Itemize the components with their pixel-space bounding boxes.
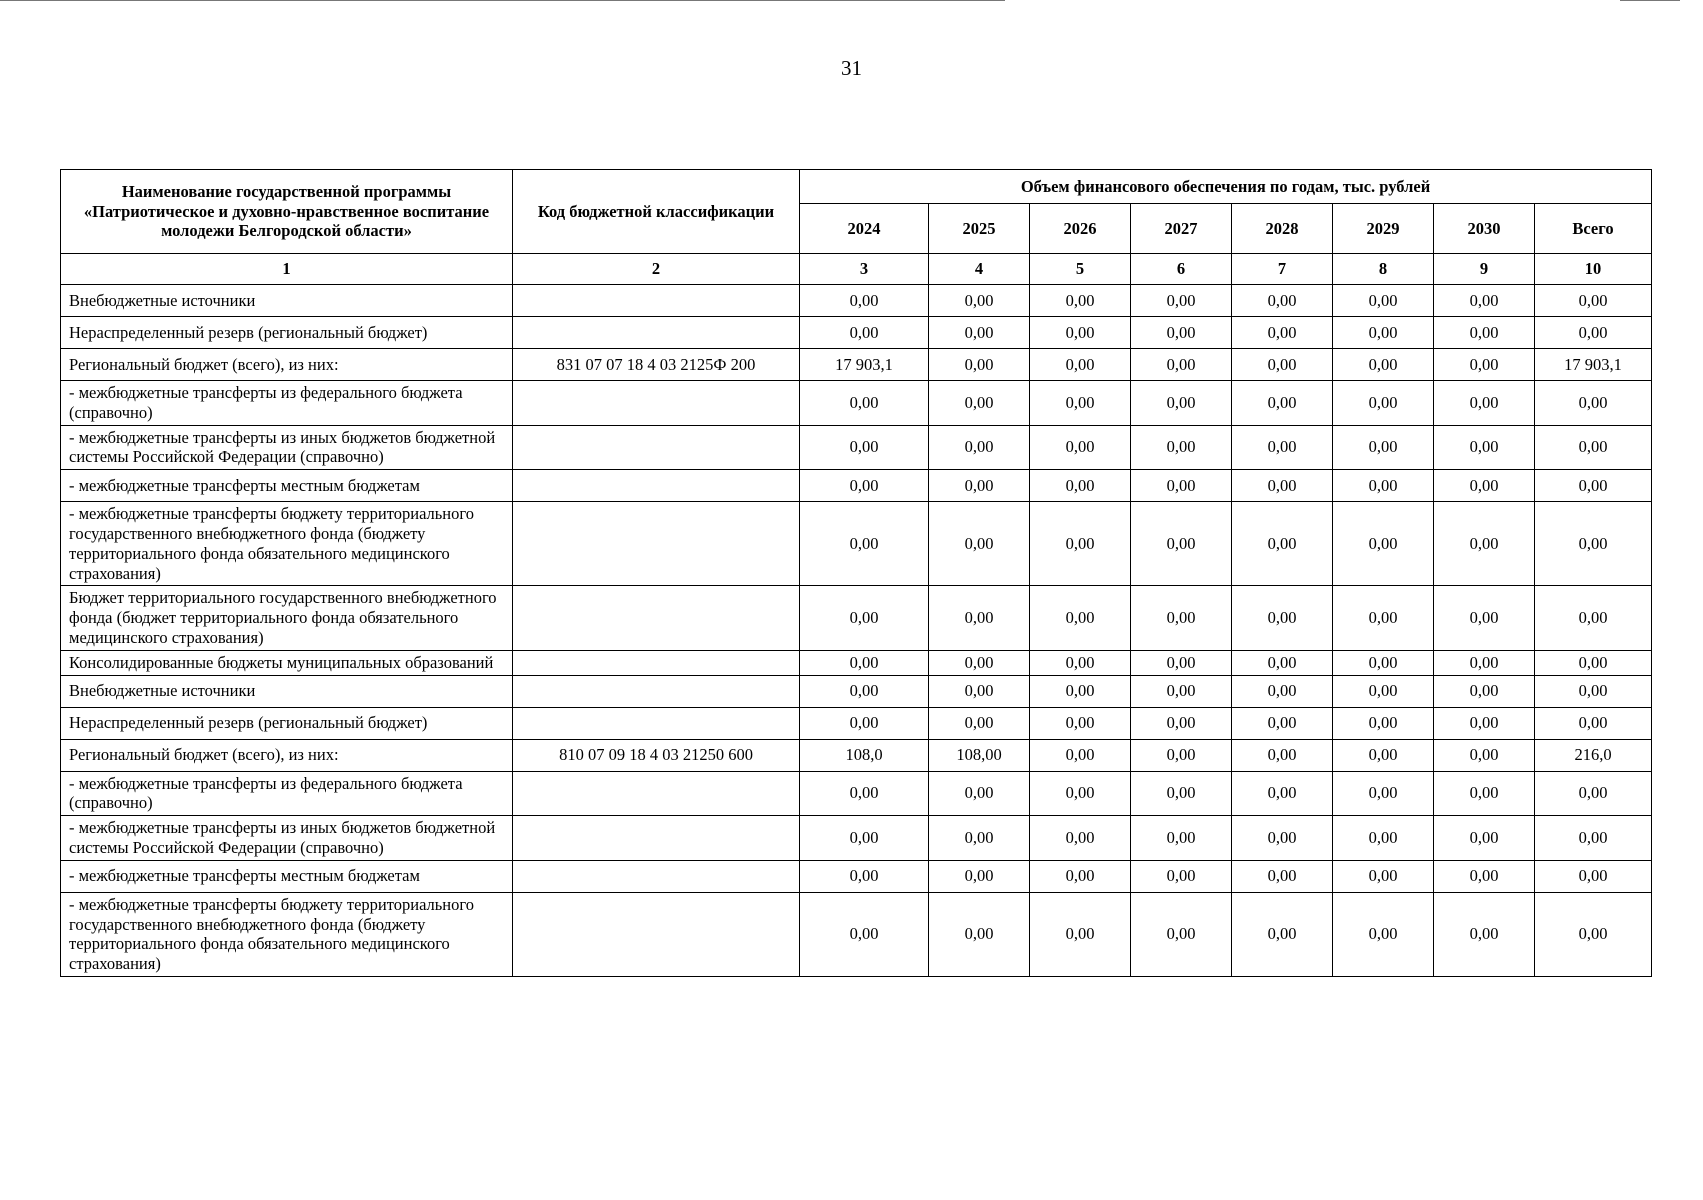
column-number: 4 bbox=[929, 254, 1030, 285]
row-year-value: 0,00 bbox=[1232, 502, 1333, 586]
row-year-value: 0,00 bbox=[800, 650, 929, 675]
row-year-value: 0,00 bbox=[1232, 650, 1333, 675]
row-name: Внебюджетные источники bbox=[61, 285, 513, 317]
row-total-value: 0,00 bbox=[1535, 285, 1652, 317]
row-name: Нераспределенный резерв (региональный бюджет) bbox=[61, 317, 513, 349]
row-year-value: 0,00 bbox=[929, 586, 1030, 650]
row-year-value: 0,00 bbox=[1232, 707, 1333, 739]
row-budget-code bbox=[513, 470, 800, 502]
header-program-name: Наименование государственной программы «Патриотическое и духовно-нравственное воспитание молодежи Белгородской области» bbox=[61, 170, 513, 254]
header-year: 2030 bbox=[1434, 204, 1535, 254]
row-year-value: 108,0 bbox=[800, 739, 929, 771]
row-year-value: 0,00 bbox=[1434, 675, 1535, 707]
row-year-value: 0,00 bbox=[929, 816, 1030, 861]
row-year-value: 0,00 bbox=[1030, 675, 1131, 707]
row-year-value: 0,00 bbox=[1333, 502, 1434, 586]
row-name: Нераспределенный резерв (региональный бюджет) bbox=[61, 707, 513, 739]
column-number: 7 bbox=[1232, 254, 1333, 285]
row-year-value: 0,00 bbox=[1131, 285, 1232, 317]
row-year-value: 0,00 bbox=[1232, 349, 1333, 381]
row-year-value: 0,00 bbox=[1030, 739, 1131, 771]
row-total-value: 0,00 bbox=[1535, 771, 1652, 816]
row-name: - межбюджетные трансферты бюджету территориального государственного внебюджетного фонда (бюджету территориального фонда обязательного медицинского страхования) bbox=[61, 502, 513, 586]
row-name: Бюджет территориального государственного внебюджетного фонда (бюджет территориального фонда обязательного медицинского страхования) bbox=[61, 586, 513, 650]
row-name: Внебюджетные источники bbox=[61, 675, 513, 707]
row-budget-code bbox=[513, 425, 800, 470]
row-year-value: 0,00 bbox=[1232, 470, 1333, 502]
table-row bbox=[61, 739, 1652, 771]
row-year-value: 0,00 bbox=[1131, 317, 1232, 349]
column-number: 5 bbox=[1030, 254, 1131, 285]
row-year-value: 0,00 bbox=[1030, 425, 1131, 470]
row-year-value: 0,00 bbox=[1434, 285, 1535, 317]
column-number: 10 bbox=[1535, 254, 1652, 285]
row-year-value: 0,00 bbox=[800, 317, 929, 349]
row-year-value: 0,00 bbox=[1131, 650, 1232, 675]
row-year-value: 17 903,1 bbox=[800, 349, 929, 381]
row-year-value: 0,00 bbox=[1131, 675, 1232, 707]
row-year-value: 0,00 bbox=[800, 285, 929, 317]
row-year-value: 0,00 bbox=[929, 860, 1030, 892]
top-edge-rule bbox=[0, 0, 1005, 1]
header-year: 2027 bbox=[1131, 204, 1232, 254]
row-total-value: 0,00 bbox=[1535, 650, 1652, 675]
table-row bbox=[61, 650, 1652, 675]
row-year-value: 0,00 bbox=[1333, 771, 1434, 816]
table-row bbox=[61, 860, 1652, 892]
row-year-value: 0,00 bbox=[1333, 317, 1434, 349]
row-year-value: 0,00 bbox=[800, 816, 929, 861]
row-year-value: 0,00 bbox=[1333, 381, 1434, 426]
header-budget-code: Код бюджетной классификации bbox=[513, 170, 800, 254]
row-year-value: 0,00 bbox=[1333, 739, 1434, 771]
row-year-value: 0,00 bbox=[1434, 502, 1535, 586]
header-year: 2026 bbox=[1030, 204, 1131, 254]
row-budget-code: 831 07 07 18 4 03 2125Ф 200 bbox=[513, 349, 800, 381]
row-year-value: 0,00 bbox=[1333, 675, 1434, 707]
row-year-value: 0,00 bbox=[1131, 816, 1232, 861]
row-budget-code bbox=[513, 771, 800, 816]
row-year-value: 0,00 bbox=[1232, 285, 1333, 317]
row-year-value: 0,00 bbox=[1030, 707, 1131, 739]
row-total-value: 0,00 bbox=[1535, 502, 1652, 586]
row-year-value: 0,00 bbox=[1333, 707, 1434, 739]
row-budget-code bbox=[513, 892, 800, 976]
row-year-value: 0,00 bbox=[1030, 892, 1131, 976]
row-name: - межбюджетные трансферты местным бюджетам bbox=[61, 470, 513, 502]
table-row bbox=[61, 771, 1652, 816]
column-number: 2 bbox=[513, 254, 800, 285]
row-year-value: 0,00 bbox=[1232, 675, 1333, 707]
column-number: 6 bbox=[1131, 254, 1232, 285]
table-row bbox=[61, 317, 1652, 349]
row-year-value: 0,00 bbox=[929, 707, 1030, 739]
row-year-value: 0,00 bbox=[929, 349, 1030, 381]
row-year-value: 0,00 bbox=[1030, 470, 1131, 502]
row-year-value: 0,00 bbox=[1131, 771, 1232, 816]
row-total-value: 216,0 bbox=[1535, 739, 1652, 771]
row-name: - межбюджетные трансферты из федерального бюджета (справочно) bbox=[61, 381, 513, 426]
row-total-value: 17 903,1 bbox=[1535, 349, 1652, 381]
table-row bbox=[61, 349, 1652, 381]
column-number: 8 bbox=[1333, 254, 1434, 285]
row-total-value: 0,00 bbox=[1535, 470, 1652, 502]
table-row bbox=[61, 425, 1652, 470]
row-total-value: 0,00 bbox=[1535, 586, 1652, 650]
row-name: Консолидированные бюджеты муниципальных образований bbox=[61, 650, 513, 675]
table-row bbox=[61, 892, 1652, 976]
row-year-value: 0,00 bbox=[1131, 349, 1232, 381]
row-year-value: 0,00 bbox=[1333, 586, 1434, 650]
row-total-value: 0,00 bbox=[1535, 675, 1652, 707]
row-total-value: 0,00 bbox=[1535, 816, 1652, 861]
financing-table bbox=[60, 169, 1652, 977]
row-year-value: 0,00 bbox=[1232, 892, 1333, 976]
row-year-value: 0,00 bbox=[1131, 502, 1232, 586]
row-year-value: 0,00 bbox=[1232, 586, 1333, 650]
table-row bbox=[61, 502, 1652, 586]
row-year-value: 0,00 bbox=[1434, 317, 1535, 349]
row-year-value: 0,00 bbox=[800, 502, 929, 586]
row-year-value: 0,00 bbox=[1333, 650, 1434, 675]
header-financing-volume: Объем финансового обеспечения по годам, тыс. рублей bbox=[800, 170, 1652, 204]
row-year-value: 0,00 bbox=[1030, 860, 1131, 892]
row-year-value: 0,00 bbox=[800, 860, 929, 892]
row-budget-code bbox=[513, 675, 800, 707]
header-year: 2029 bbox=[1333, 204, 1434, 254]
row-year-value: 0,00 bbox=[1131, 586, 1232, 650]
row-year-value: 0,00 bbox=[1434, 816, 1535, 861]
row-year-value: 0,00 bbox=[1232, 771, 1333, 816]
row-year-value: 0,00 bbox=[1131, 892, 1232, 976]
row-budget-code bbox=[513, 502, 800, 586]
row-year-value: 0,00 bbox=[1131, 707, 1232, 739]
row-total-value: 0,00 bbox=[1535, 317, 1652, 349]
row-year-value: 0,00 bbox=[1232, 816, 1333, 861]
row-year-value: 0,00 bbox=[1030, 502, 1131, 586]
row-year-value: 0,00 bbox=[1434, 739, 1535, 771]
row-year-value: 0,00 bbox=[1232, 739, 1333, 771]
row-year-value: 0,00 bbox=[1434, 771, 1535, 816]
row-year-value: 0,00 bbox=[1333, 860, 1434, 892]
row-year-value: 0,00 bbox=[1434, 860, 1535, 892]
row-year-value: 0,00 bbox=[1333, 892, 1434, 976]
row-year-value: 0,00 bbox=[1232, 317, 1333, 349]
row-year-value: 0,00 bbox=[929, 381, 1030, 426]
column-number: 1 bbox=[61, 254, 513, 285]
row-year-value: 0,00 bbox=[929, 675, 1030, 707]
row-year-value: 0,00 bbox=[1434, 425, 1535, 470]
row-year-value: 108,00 bbox=[929, 739, 1030, 771]
row-year-value: 0,00 bbox=[1232, 381, 1333, 426]
row-year-value: 0,00 bbox=[1030, 816, 1131, 861]
row-budget-code bbox=[513, 650, 800, 675]
row-total-value: 0,00 bbox=[1535, 892, 1652, 976]
row-year-value: 0,00 bbox=[800, 675, 929, 707]
row-total-value: 0,00 bbox=[1535, 860, 1652, 892]
row-year-value: 0,00 bbox=[1232, 425, 1333, 470]
row-year-value: 0,00 bbox=[1333, 425, 1434, 470]
row-year-value: 0,00 bbox=[1131, 860, 1232, 892]
row-year-value: 0,00 bbox=[929, 502, 1030, 586]
row-year-value: 0,00 bbox=[929, 650, 1030, 675]
row-year-value: 0,00 bbox=[800, 892, 929, 976]
row-budget-code bbox=[513, 586, 800, 650]
row-year-value: 0,00 bbox=[929, 425, 1030, 470]
row-year-value: 0,00 bbox=[1434, 650, 1535, 675]
row-name: - межбюджетные трансферты из федерального бюджета (справочно) bbox=[61, 771, 513, 816]
row-year-value: 0,00 bbox=[800, 771, 929, 816]
row-year-value: 0,00 bbox=[1434, 381, 1535, 426]
row-name: - межбюджетные трансферты из иных бюджетов бюджетной системы Российской Федерации (справочно) bbox=[61, 425, 513, 470]
row-year-value: 0,00 bbox=[1434, 470, 1535, 502]
row-budget-code bbox=[513, 317, 800, 349]
row-year-value: 0,00 bbox=[1333, 349, 1434, 381]
column-number: 9 bbox=[1434, 254, 1535, 285]
row-year-value: 0,00 bbox=[1030, 586, 1131, 650]
row-year-value: 0,00 bbox=[1030, 349, 1131, 381]
table-body bbox=[61, 285, 1652, 977]
page-number: 31 bbox=[841, 56, 862, 80]
table-row bbox=[61, 586, 1652, 650]
row-name: - межбюджетные трансферты из иных бюджетов бюджетной системы Российской Федерации (справочно) bbox=[61, 816, 513, 861]
table-row bbox=[61, 816, 1652, 861]
row-total-value: 0,00 bbox=[1535, 707, 1652, 739]
row-year-value: 0,00 bbox=[1232, 860, 1333, 892]
row-total-value: 0,00 bbox=[1535, 381, 1652, 426]
row-budget-code bbox=[513, 860, 800, 892]
row-budget-code bbox=[513, 816, 800, 861]
top-edge-rule-right bbox=[1620, 0, 1680, 1]
header-year: 2028 bbox=[1232, 204, 1333, 254]
row-budget-code: 810 07 09 18 4 03 21250 600 bbox=[513, 739, 800, 771]
row-year-value: 0,00 bbox=[1333, 470, 1434, 502]
table-row bbox=[61, 285, 1652, 317]
row-name: Региональный бюджет (всего), из них: bbox=[61, 349, 513, 381]
row-year-value: 0,00 bbox=[1434, 892, 1535, 976]
row-total-value: 0,00 bbox=[1535, 425, 1652, 470]
row-year-value: 0,00 bbox=[1333, 285, 1434, 317]
row-year-value: 0,00 bbox=[800, 707, 929, 739]
row-year-value: 0,00 bbox=[1030, 381, 1131, 426]
row-year-value: 0,00 bbox=[1131, 381, 1232, 426]
row-year-value: 0,00 bbox=[1434, 586, 1535, 650]
table-row bbox=[61, 707, 1652, 739]
row-year-value: 0,00 bbox=[929, 470, 1030, 502]
row-year-value: 0,00 bbox=[1131, 425, 1232, 470]
header-total: Всего bbox=[1535, 204, 1652, 254]
row-year-value: 0,00 bbox=[800, 425, 929, 470]
table-row bbox=[61, 470, 1652, 502]
row-year-value: 0,00 bbox=[1131, 470, 1232, 502]
column-number: 3 bbox=[800, 254, 929, 285]
row-budget-code bbox=[513, 707, 800, 739]
header-year: 2025 bbox=[929, 204, 1030, 254]
row-name: Региональный бюджет (всего), из них: bbox=[61, 739, 513, 771]
row-year-value: 0,00 bbox=[800, 586, 929, 650]
row-year-value: 0,00 bbox=[800, 381, 929, 426]
row-budget-code bbox=[513, 381, 800, 426]
row-budget-code bbox=[513, 285, 800, 317]
row-year-value: 0,00 bbox=[929, 771, 1030, 816]
table-row bbox=[61, 675, 1652, 707]
row-year-value: 0,00 bbox=[800, 470, 929, 502]
row-year-value: 0,00 bbox=[1030, 317, 1131, 349]
header-year: 2024 bbox=[800, 204, 929, 254]
row-year-value: 0,00 bbox=[1434, 349, 1535, 381]
row-year-value: 0,00 bbox=[1030, 285, 1131, 317]
row-year-value: 0,00 bbox=[929, 892, 1030, 976]
table-row bbox=[61, 381, 1652, 426]
row-name: - межбюджетные трансферты местным бюджетам bbox=[61, 860, 513, 892]
row-year-value: 0,00 bbox=[1333, 816, 1434, 861]
row-year-value: 0,00 bbox=[1434, 707, 1535, 739]
row-year-value: 0,00 bbox=[929, 285, 1030, 317]
row-name: - межбюджетные трансферты бюджету территориального государственного внебюджетного фонда (бюджету территориального фонда обязательного медицинского страхования) bbox=[61, 892, 513, 976]
row-year-value: 0,00 bbox=[1030, 771, 1131, 816]
row-year-value: 0,00 bbox=[1030, 650, 1131, 675]
row-year-value: 0,00 bbox=[929, 317, 1030, 349]
row-year-value: 0,00 bbox=[1131, 739, 1232, 771]
